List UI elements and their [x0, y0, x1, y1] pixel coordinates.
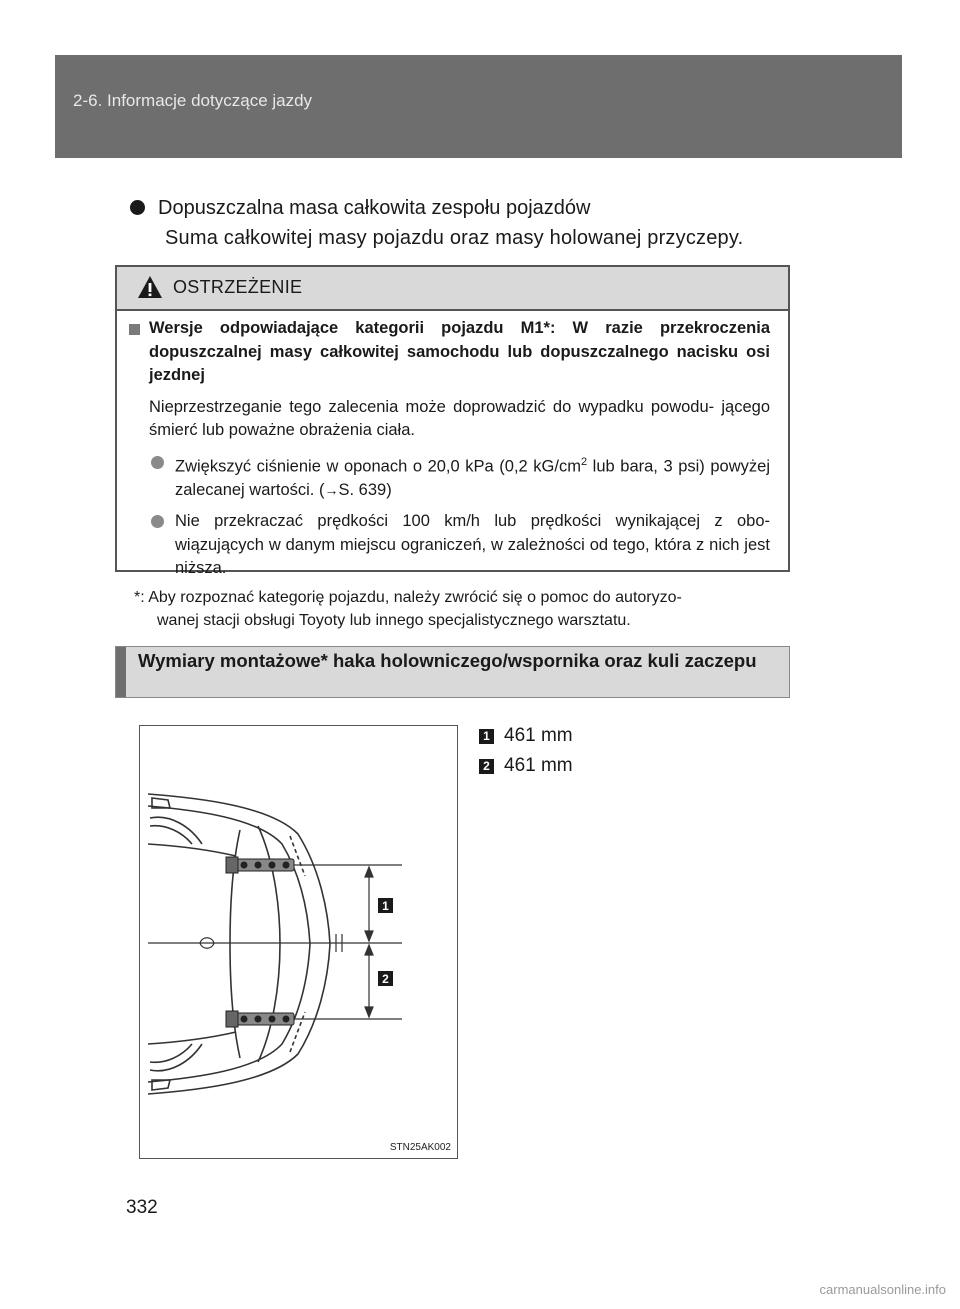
warning-item-tire — [127, 451, 770, 503]
figure-code: STN25AK002 — [389, 1142, 451, 1153]
warning-heading-text: Wersje odpowiadające kategorii pojazdu M1*: W razie przekroczenia dopuszczalnej masy całkowitej samochodu lub dopuszczalnego nacisku osi jezdnej — [149, 319, 770, 384]
bullet-description: Suma całkowitej masy pojazdu oraz masy holowanej przyczepy. — [165, 227, 744, 249]
section-accent-bar — [116, 647, 126, 697]
warning-header — [117, 267, 788, 311]
dimension-legend — [479, 726, 573, 786]
warning-triangle-icon — [137, 275, 163, 299]
section-heading — [115, 646, 790, 698]
chapter-title: 2-6. Informacje dotyczące jazdy — [73, 91, 313, 110]
arrow-right-icon: → — [324, 481, 339, 498]
tow-bracket-top — [226, 857, 294, 873]
figure-label-2: 2 — [382, 972, 389, 986]
bullet-dot-icon — [151, 515, 164, 528]
legend-num-1: 1 — [479, 729, 494, 744]
legend-value-1: 461 mm — [504, 725, 573, 746]
figure-label-1: 1 — [382, 899, 389, 913]
warning-body — [127, 317, 770, 581]
item-text: Nie przekraczać prędkości 100 km/h lub prędkości wynikającej z obo- wiązujących w danym miejscu ograniczeń, w zależności od tego, która z nich jest niższa. — [175, 512, 770, 577]
footnote-line-2: wanej stacji obsługi Toyoty lub innego specjalistycznego warsztatu. — [157, 612, 631, 629]
warning-paragraph: Nieprzestrzeganie tego zalecenia może doprowadzić do wypadku powodu- jącego śmierć lub poważne obrażenia ciała. — [149, 397, 770, 439]
warning-box — [115, 265, 790, 577]
car-rear-diagram — [140, 726, 457, 1158]
square-bullet-icon — [129, 324, 140, 335]
page-number: 332 — [126, 1197, 158, 1218]
section-title: Wymiary montażowe* haka holowniczego/wspornika oraz kuli zaczepu — [138, 650, 757, 671]
footnote — [134, 586, 796, 632]
bullet-dot-icon — [151, 456, 164, 469]
legend-num-2: 2 — [479, 759, 494, 774]
legend-row-1 — [479, 726, 573, 756]
watermark: carmanualsonline.info — [819, 1282, 946, 1297]
bullet-heading — [130, 194, 590, 222]
bullet-title: Dopuszczalna masa całkowita zespołu pojazdów — [158, 197, 591, 219]
superscript: 2 — [580, 455, 588, 468]
item-text: Zwiększyć ciśnienie w oponach o 20,0 kPa (0,2 kG/cm — [175, 457, 581, 475]
page-reference: S. 639) — [338, 480, 392, 499]
warning-heading — [127, 317, 770, 388]
bullet-dot-icon — [130, 200, 145, 215]
item-text: lub bara, 3 psi) powyżej zalecanej wartości. ( — [175, 457, 770, 499]
tow-bracket-bottom — [226, 1011, 294, 1027]
footnote-line-1: *: Aby rozpoznać kategorię pojazdu, należy zwrócić się o pomoc do autoryzo- — [134, 589, 682, 606]
warning-title: OSTRZEŻENIE — [173, 277, 303, 297]
chapter-header — [55, 55, 902, 158]
warning-item-speed — [127, 510, 770, 581]
figure-car-top-view — [139, 725, 458, 1159]
legend-row-2 — [479, 756, 573, 786]
legend-value-2: 461 mm — [504, 755, 573, 776]
